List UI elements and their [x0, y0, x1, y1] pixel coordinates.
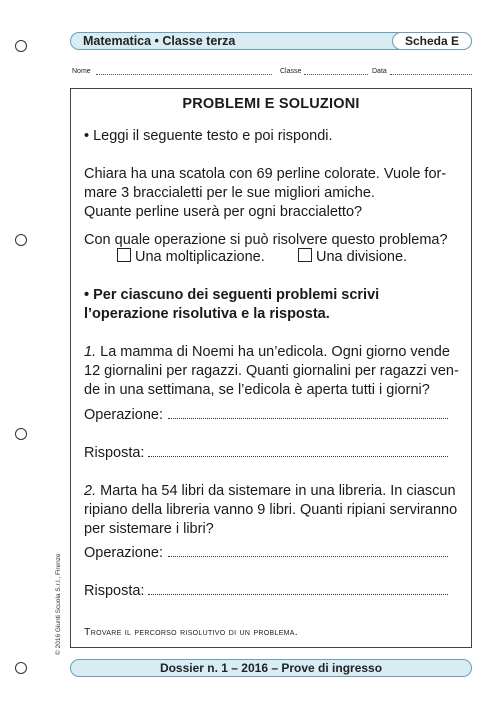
- copyright-notice: © 2016 Giunti Scuola S.r.l., Firenze: [55, 553, 62, 655]
- problem-line: Chiara ha una scatola con 69 perline colorate. Vuole for-: [84, 166, 447, 182]
- problem2-line: ripiano della libreria vanno 9 libri. Quanti ripiani serviranno: [84, 502, 458, 518]
- instruction-read: • Leggi il seguente testo e poi rispondi.: [84, 128, 333, 144]
- class-label: Classe: [280, 68, 302, 75]
- problem1-operation-field[interactable]: [168, 418, 448, 419]
- footer-bar: Dossier n. 1 – 2016 – Prove di ingresso: [70, 659, 472, 677]
- header-bar: [70, 32, 472, 50]
- name-field[interactable]: [96, 74, 272, 75]
- option-division-label: Una divisione.: [316, 249, 408, 265]
- problem1-answer-field[interactable]: [148, 456, 448, 457]
- problem2-answer-field[interactable]: [148, 594, 448, 595]
- problem-line: mare 3 braccialetti per le sue migliori amiche.: [84, 185, 375, 201]
- subject-label: Matematica • Classe terza: [83, 34, 236, 48]
- problem1-line: [84, 343, 464, 362]
- problem1-text: La mamma di Noemi ha un’edicola. Ogni giorno vende: [100, 344, 450, 360]
- problem2-text: Marta ha 54 libri da sistemare in una libreria. In ciascun: [100, 483, 456, 499]
- problem1-line: 12 giornalini per ragazzi. Quanti giornalini per ragazzi ven-: [84, 363, 459, 379]
- problem2-number: 2.: [84, 483, 97, 499]
- binder-hole-bottom: [15, 662, 27, 674]
- student-fields: [72, 68, 472, 80]
- problem2-answer-label: Risposta:: [84, 583, 145, 599]
- operation-question: Con quale operazione si può risolvere questo problema?: [84, 232, 448, 248]
- problem1-answer-label: Risposta:: [84, 445, 145, 461]
- problem2-line: per sistemare i libri?: [84, 521, 214, 537]
- problem1-line: de in una settimana, se l’edicola è aperta tutti i giorni?: [84, 382, 430, 398]
- name-label: Nome: [72, 68, 91, 75]
- problem1-number: 1.: [84, 344, 97, 360]
- sheet-badge: Scheda E: [392, 32, 472, 50]
- binder-hole-upper-middle: [15, 234, 27, 246]
- option-multiplication-label: Una moltiplicazione.: [135, 249, 265, 265]
- instruction-solve-line: l’operazione risolutiva e la risposta.: [84, 306, 330, 322]
- problem2-operation-field[interactable]: [168, 556, 448, 557]
- option-multiplication[interactable]: [117, 248, 265, 265]
- date-label: Data: [372, 68, 387, 75]
- problem-line: Quante perline userà per ogni braccialetto?: [84, 204, 363, 220]
- date-field[interactable]: [390, 74, 472, 75]
- instruction-solve-line: • Per ciascuno dei seguenti problemi scrivi: [84, 287, 380, 303]
- binder-hole-lower-middle: [15, 428, 27, 440]
- checkbox-division[interactable]: [298, 248, 312, 262]
- problem2-operation-label: Operazione:: [84, 545, 163, 561]
- binder-hole-top: [15, 40, 27, 52]
- class-field[interactable]: [304, 74, 368, 75]
- learning-goal: Trovare il percorso risolutivo di un problema.: [84, 626, 298, 638]
- worksheet-title: PROBLEMI E SOLUZIONI: [182, 96, 360, 112]
- problem1-operation-label: Operazione:: [84, 407, 163, 423]
- option-division[interactable]: [298, 248, 407, 265]
- problem2-line: [84, 482, 464, 501]
- checkbox-multiplication[interactable]: [117, 248, 131, 262]
